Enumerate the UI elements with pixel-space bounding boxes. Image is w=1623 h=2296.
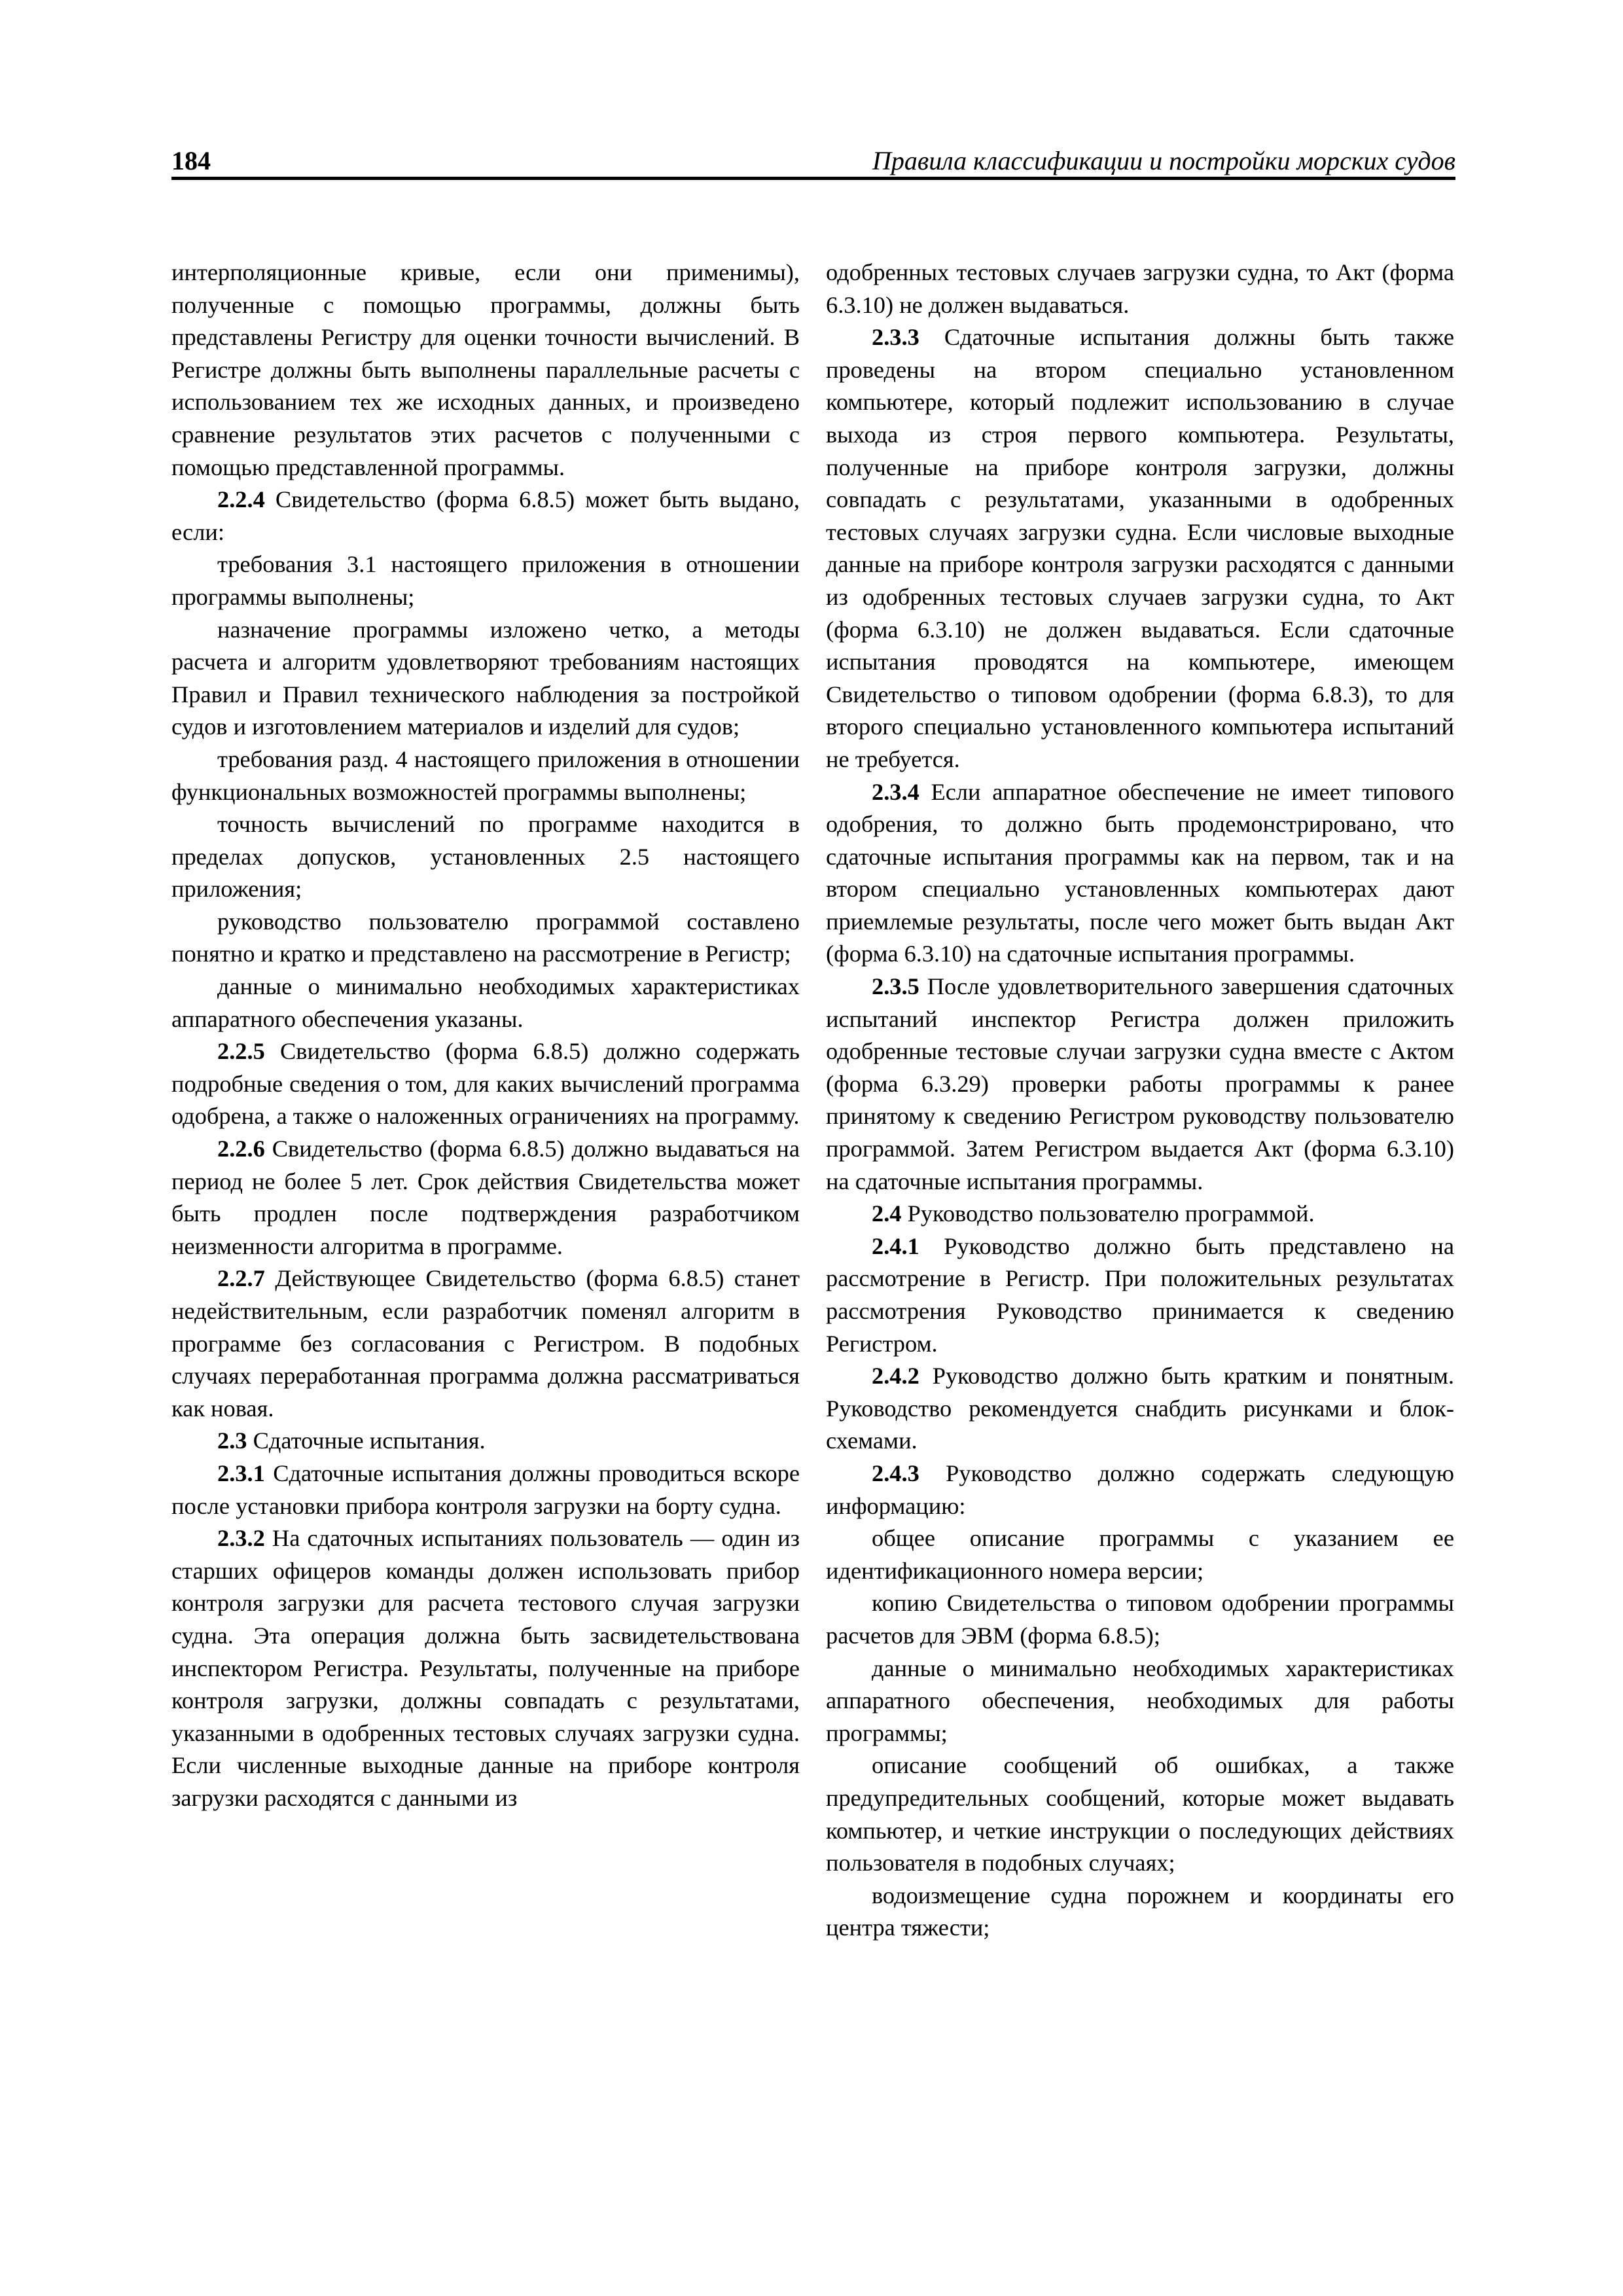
paragraph: требования разд. 4 настоящего приложения в отношении функциональных возможностей программы выполнены; xyxy=(171,745,800,805)
right-column xyxy=(826,257,1454,1945)
paragraph: требования 3.1 настоящего приложения в отношении программы выполнены; xyxy=(171,551,800,610)
section-heading: 2.3 Сдаточные испытания. xyxy=(217,1427,486,1454)
paragraph: одобренных тестовых случаев загрузки судна, то Акт (форма 6.3.10) не должен выдаваться. xyxy=(826,259,1454,318)
section-heading: 2.4 Руководство пользователю программой. xyxy=(872,1200,1315,1227)
paragraph: 2.2.4 Свидетельство (форма 6.8.5) может быть выдано, если: xyxy=(171,486,800,545)
paragraph: данные о минимально необходимых характеристиках аппаратного обеспечения, необходимых для работы программы; xyxy=(826,1655,1454,1746)
paragraph: 2.3.3 Сдаточные испытания должны быть также проведены на втором специально установленном компьютере, который подлежит использованию в случае выхода из строя первого компьютера. Результаты, полученные на приборе контроля загрузки, должны совпадать с результатами, указанными в одобренных тестовых случаях загрузки судна. Если числовые выходные данные на приборе контроля загрузки расходятся с данными из одобренных тестовых случаев загрузки судна, то Акт (форма 6.3.10) не должен выдаваться. Если сдаточные испытания проводятся на компьютере, имеющем Свидетельство о типовом одобрении (форма 6.8.3), то для второго специально установленного компьютера испытаний не требуется. xyxy=(826,324,1454,772)
paragraph: руководство пользователю программой составлено понятно и кратко и представлено на рассмотрение в Регистр; xyxy=(171,908,800,967)
paragraph: описание сообщений об ошибках, а также предупредительных сообщений, которые может выдавать компьютер, и четкие инструкции о последующих действиях пользователя в подобных случаях; xyxy=(826,1752,1454,1876)
paragraph: 2.3.2 На сдаточных испытаниях пользователь — один из старших офицеров команды должен использовать прибор контроля загрузки для расчета тестового случая загрузки судна. Эта операция должна быть засвидетельствована инспектором Регистра. Результаты, полученные на приборе контроля загрузки, должны совпадать с результатами, указанными в одобренных тестовых случаях загрузки судна. Если численные выходные данные на приборе контроля загрузки расходятся с данными из xyxy=(171,1525,800,1811)
paragraph: 2.4.2 Руководство должно быть кратким и понятным. Руководство рекомендуется снабдить рисунками и блок-схемами. xyxy=(826,1363,1454,1454)
paragraph: интерполяционные кривые, если они применимы), полученные с помощью программы, должны быть представлены Регистру для оценки точности вычислений. В Регистре должны быть выполнены параллельные расчеты с использованием тех же исходных данных, и произведено сравнение результатов этих расчетов с полученными с помощью представленной программы. xyxy=(171,259,800,480)
paragraph: 2.4.3 Руководство должно содержать следующую информацию: xyxy=(826,1460,1454,1519)
paragraph: 2.3.4 Если аппаратное обеспечение не имеет типового одобрения, то должно быть продемонстрировано, что сдаточные испытания программы как на первом, так и на втором специально установленных компьютерах дают приемлемые результаты, после чего может быть выдан Акт (форма 6.3.10) на сдаточные испытания программы. xyxy=(826,778,1454,967)
paragraph: общее описание программы с указанием ее идентификационного номера версии; xyxy=(826,1525,1454,1584)
running-title: Правила классификации и постройки морских судов xyxy=(872,146,1455,175)
left-column xyxy=(171,257,800,1815)
paragraph: назначение программы изложено четко, а методы расчета и алгоритм удовлетворяют требованиям настоящих Правил и Правил технического наблюдения за постройкой судов и изготовлением материалов и изделий для судов; xyxy=(171,616,800,740)
paragraph: 2.2.6 Свидетельство (форма 6.8.5) должно выдаваться на период не более 5 лет. Срок действия Свидетельства может быть продлен после подтверждения разработчиком неизменности алгоритма в программе. xyxy=(171,1136,800,1259)
paragraph: 2.2.7 Действующее Свидетельство (форма 6.8.5) станет недействительным, если разработчик поменял алгоритм в программе без согласования с Регистром. В подобных случаях переработанная программа должна рассматриваться как новая. xyxy=(171,1265,800,1422)
paragraph: данные о минимально необходимых характеристиках аппаратного обеспечения указаны. xyxy=(171,973,800,1032)
paragraph: копию Свидетельства о типовом одобрении программы расчетов для ЭВМ (форма 6.8.5); xyxy=(826,1590,1454,1649)
paragraph: водоизмещение судна порожнем и координаты его центра тяжести; xyxy=(826,1882,1454,1941)
paragraph: точность вычислений по программе находится в пределах допусков, установленных 2.5 настоящего приложения; xyxy=(171,811,800,903)
paragraph: 2.3.5 После удовлетворительного завершения сдаточных испытаний инспектор Регистра должен приложить одобренные тестовые случаи загрузки судна вместе с Актом (форма 6.3.29) проверки работы программы к ранее принятому к сведению Регистром руководству пользователю программой. Затем Регистром выдается Акт (форма 6.3.10) на сдаточные испытания программы. xyxy=(826,973,1454,1194)
page-number: 184 xyxy=(171,146,211,175)
paragraph: 2.2.5 Свидетельство (форма 6.8.5) должно содержать подробные сведения о том, для каких вычислений программа одобрена, а также о наложенных ограничениях на программу. xyxy=(171,1038,800,1130)
paragraph: 2.3.1 Сдаточные испытания должны проводиться вскоре после установки прибора контроля загрузки на борту судна. xyxy=(171,1460,800,1519)
paragraph: 2.4.1 Руководство должно быть представлено на рассмотрение в Регистр. При положительных результатах рассмотрения Руководство принимается к сведению Регистром. xyxy=(826,1232,1454,1357)
header-rule xyxy=(171,177,1455,180)
